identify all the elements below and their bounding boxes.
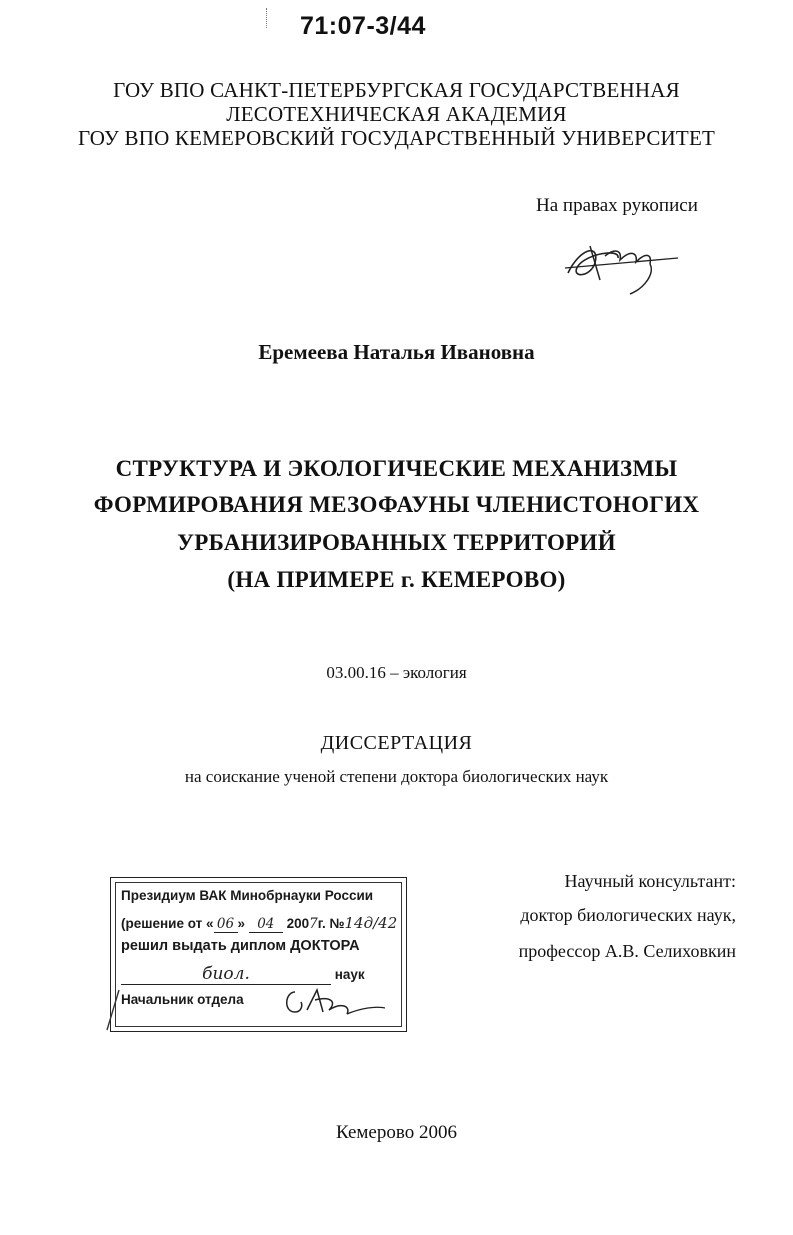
vak-approval-stamp — [110, 877, 407, 1032]
stamp-science-suffix: наук — [334, 967, 365, 982]
stamp-month: 04 — [249, 916, 283, 933]
stamp-decision-number: 14д/42 — [344, 914, 398, 932]
thesis-title-line-3: УРБАНИЗИРОВАННЫХ ТЕРРИТОРИЙ — [177, 530, 616, 555]
manuscript-rights-note: На правах рукописи — [536, 195, 698, 216]
stamp-head-line — [121, 992, 244, 1007]
stamp-diploma-line: решил выдать диплом ДОКТОРА — [121, 938, 360, 954]
degree-statement: на соискание ученой степени доктора биологических наук — [184, 767, 609, 786]
stamp-decision-line — [121, 914, 397, 933]
consultant-role: Научный консультант: — [564, 871, 736, 891]
document-type: ДИССЕРТАЦИЯ — [320, 732, 473, 754]
author-signature — [560, 228, 690, 298]
stamp-head-signature — [281, 982, 391, 1022]
stamp-margin-stroke — [103, 988, 123, 1032]
thesis-title-line-4: (НА ПРИМЕРЕ г. КЕМЕРОВО) — [227, 567, 566, 592]
specialty-code: 03.00.16 – экология — [326, 663, 467, 682]
organization-line-2: ЛЕСОТЕХНИЧЕСКАЯ АКАДЕМИЯ — [226, 102, 567, 126]
margin-tick-mark — [266, 8, 269, 28]
stamp-science-handwritten: биол. — [121, 964, 331, 985]
city-and-year: Кемерово 2006 — [336, 1122, 457, 1143]
organization-line-3: ГОУ ВПО КЕМЕРОВСКИЙ ГОСУДАРСТВЕННЫЙ УНИВЕРСИТЕТ — [77, 126, 716, 150]
thesis-title-line-2: ФОРМИРОВАНИЯ МЕЗОФАУНЫ ЧЛЕНИСТОНОГИХ — [93, 492, 700, 517]
stamp-presidium-line: Президиум ВАК Минобрнауки России — [121, 888, 374, 903]
stamp-number-prefix: г. № — [317, 916, 345, 931]
stamp-day: 06 — [214, 916, 238, 933]
stamp-decision-prefix: (решение от « — [121, 916, 214, 931]
stamp-year-digit: 7 — [309, 916, 318, 932]
author-name: Еремеева Наталья Ивановна — [258, 340, 535, 364]
stamp-head-label: Начальник отдела — [121, 992, 244, 1007]
consultant-name: профессор А.В. Селиховкин — [518, 941, 736, 961]
catalog-number: 71:07-3/44 — [300, 12, 426, 40]
thesis-title-line-1: СТРУКТУРА И ЭКОЛОГИЧЕСКИЕ МЕХАНИЗМЫ — [115, 456, 678, 481]
organization-line-1: ГОУ ВПО САНКТ-ПЕТЕРБУРГСКАЯ ГОСУДАРСТВЕННАЯ — [113, 78, 680, 102]
stamp-day-separator: » — [237, 916, 246, 931]
consultant-degree: доктор биологических наук, — [520, 905, 736, 925]
stamp-year-prefix: 200 — [286, 916, 310, 931]
